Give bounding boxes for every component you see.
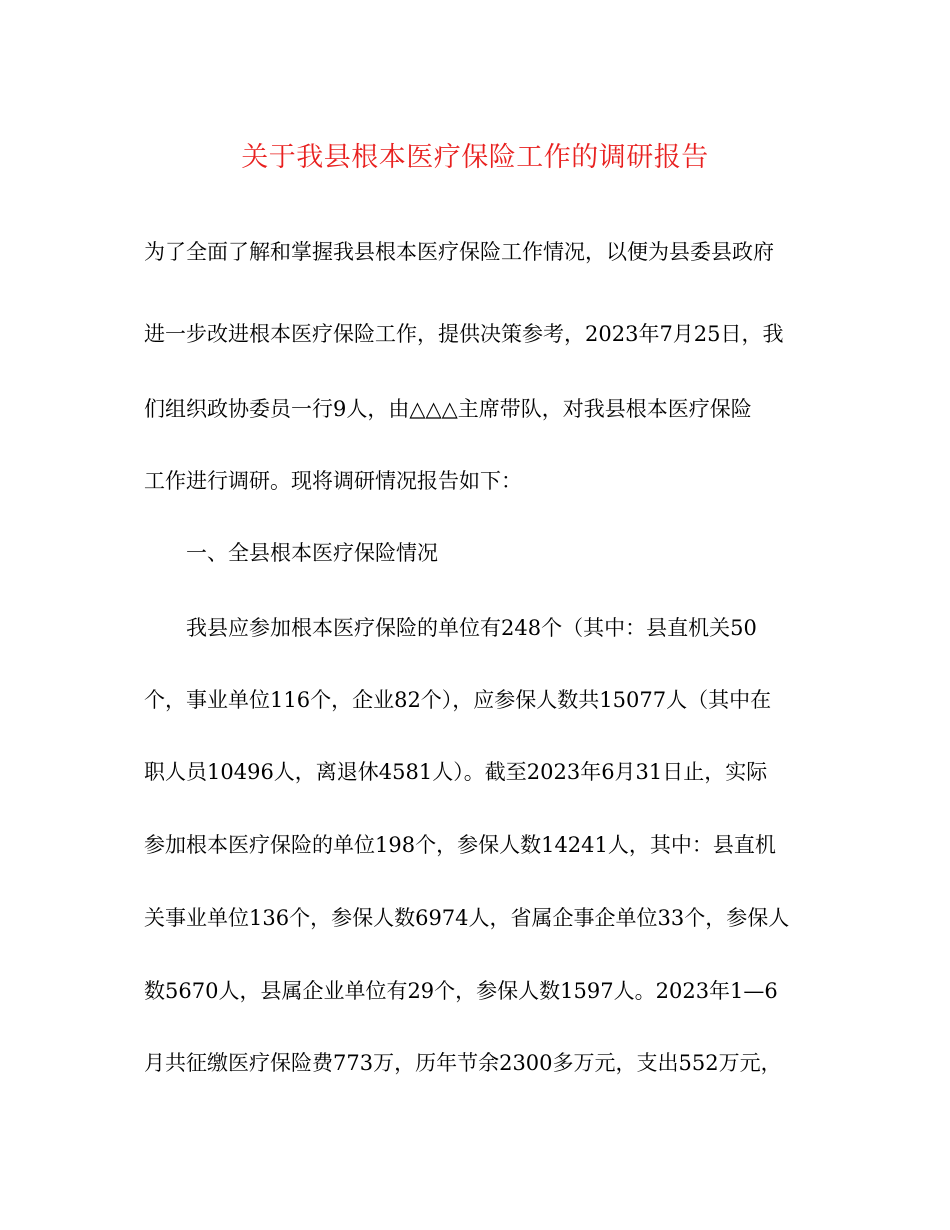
paragraph-line: 进一步改进根本医疗保险工作，提供决策参考，2023年7月25日，我 [144, 322, 784, 346]
paragraph-line: 我县应参加根本医疗保险的单位有248个（其中：县直机关50 [186, 616, 757, 640]
section-heading: 一、全县根本医疗保险情况 [186, 541, 438, 565]
paragraph-line: 数5670人，县属企业单位有29个，参保人数1597人。2023年1—6 [144, 979, 778, 1003]
paragraph-line: 月共征缴医疗保险费773万，历年节余2300多万元，支出552万元， [144, 1051, 782, 1075]
paragraph-line: 工作进行调研。现将调研情况报告如下： [144, 469, 522, 493]
paragraph-line: 们组织政协委员一行9人，由△△△主席带队，对我县根本医疗保险 [144, 397, 752, 421]
paragraph-line: 个，事业单位116个，企业82个），应参保人数共15077人（其中在 [144, 688, 772, 712]
paragraph-line: 关事业单位136个，参保人数6974人，省属企事企单位33个，参保人 [144, 906, 790, 930]
paragraph-line: 职人员10496人，离退休4581人）。截至2023年6月31日止，实际 [144, 760, 768, 784]
document-title: 关于我县根本医疗保险工作的调研报告 [241, 142, 709, 173]
paragraph-line: 为了全面了解和掌握我县根本医疗保险工作情况，以便为县委县政府 [144, 240, 774, 264]
paragraph-line: 参加根本医疗保险的单位198个，参保人数14241人，其中：县直机 [144, 833, 776, 857]
